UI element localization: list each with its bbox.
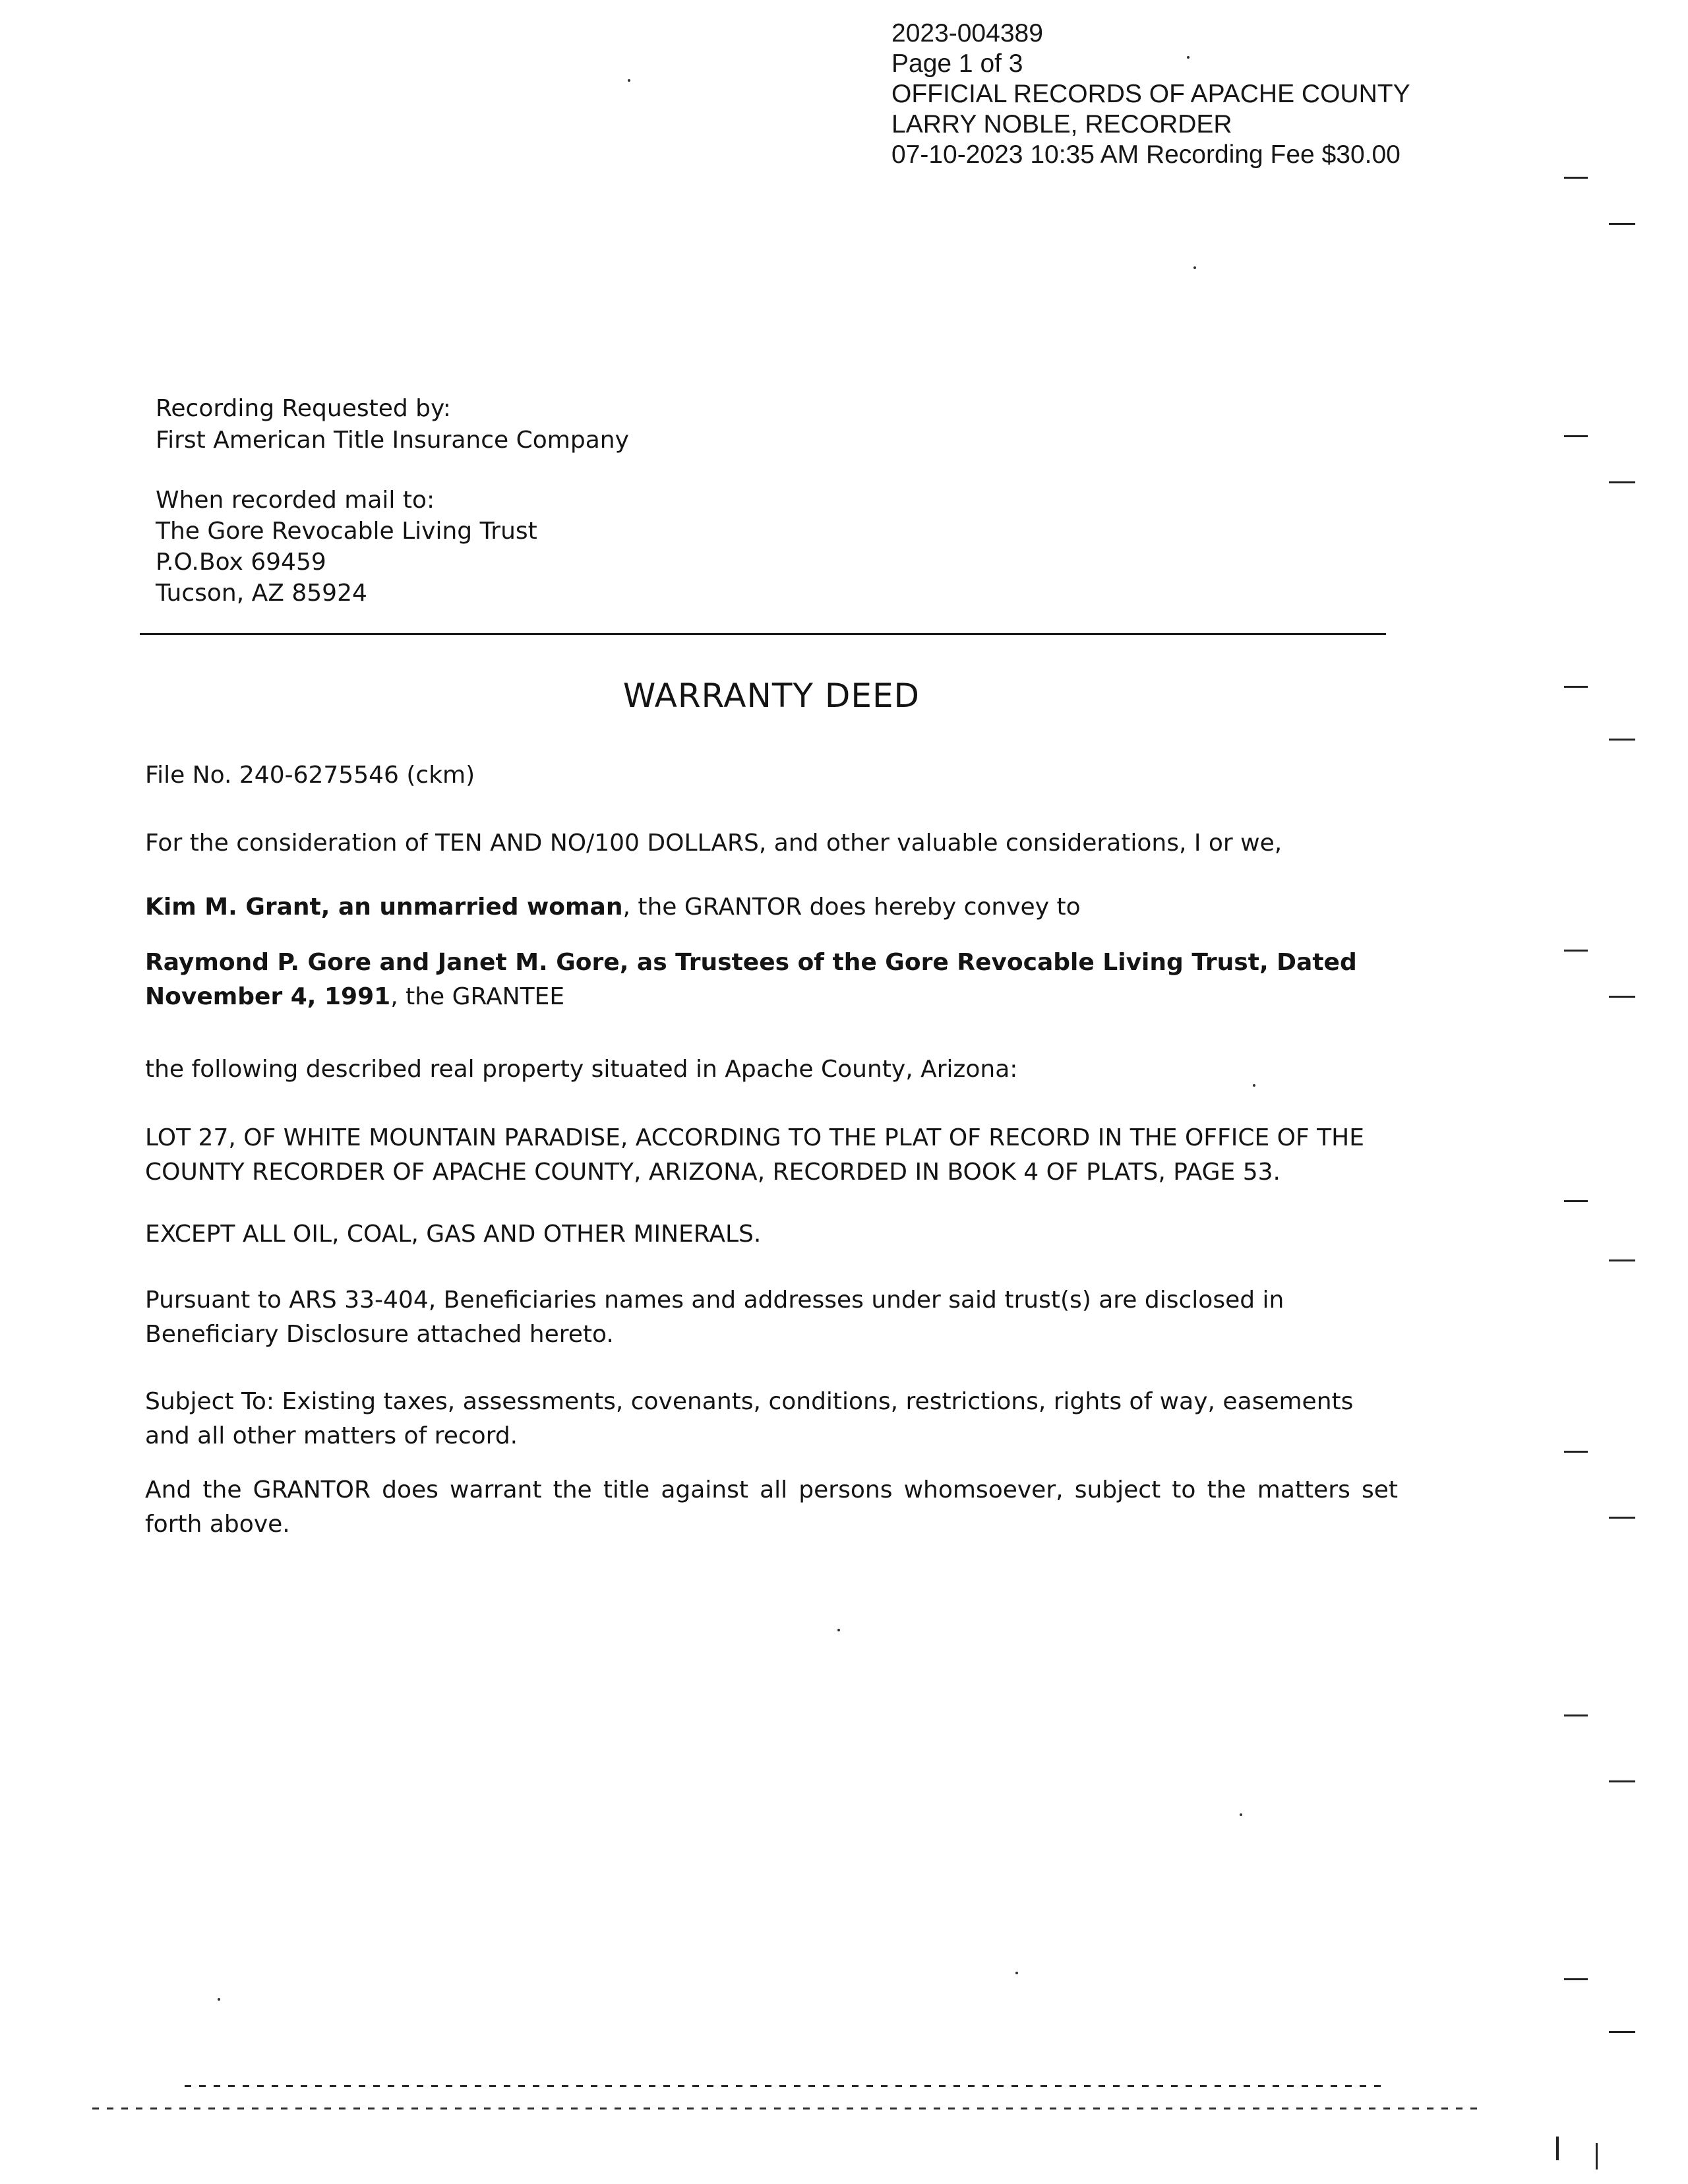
scan-edge-mark <box>1609 1259 1635 1261</box>
mail-to-block <box>156 485 537 609</box>
scan-edge-mark <box>1564 1200 1588 1202</box>
grantor-name: Kim M. Grant, an unmarried woman <box>145 894 623 921</box>
scan-edge-mark <box>1609 2031 1635 2033</box>
header-divider <box>140 633 1386 635</box>
scan-edge-mark <box>1564 950 1588 952</box>
warranty-paragraph: And the GRANTOR does warrant the title against all persons whomsoever, subject to the matters set forth above. <box>145 1476 1398 1538</box>
recording-datetime-fee: 07-10-2023 10:35 AM Recording Fee $30.00 <box>891 140 1401 169</box>
scan-edge-mark <box>1556 2137 1559 2160</box>
recording-requested-by: First American Title Insurance Company <box>156 427 629 454</box>
scan-edge-mark <box>1609 481 1635 483</box>
document-title: WARRANTY DEED <box>622 677 920 715</box>
official-records: OFFICIAL RECORDS OF APACHE COUNTY <box>891 80 1410 108</box>
scan-edge-mark <box>1564 177 1588 179</box>
recording-requested-block <box>156 393 629 456</box>
scan-noise-row <box>185 2085 1385 2087</box>
scan-edge-mark <box>1564 1451 1588 1453</box>
scan-dot <box>1187 56 1190 59</box>
scan-edge-mark <box>1609 996 1635 998</box>
scan-edge-mark <box>1564 1978 1588 1980</box>
scan-edge-mark <box>1609 1780 1635 1782</box>
grantee-name: Raymond P. Gore and Janet M. Gore, as Trustees of the Gore Revocable Living Trust, Dated November 4, 1991 <box>145 949 1357 1010</box>
scan-edge-mark <box>1564 435 1588 437</box>
mail-to-po-box: P.O.Box 69459 <box>156 549 326 576</box>
scan-dot <box>1240 1813 1242 1816</box>
scan-edge-mark <box>1609 223 1635 225</box>
scan-dot <box>837 1629 840 1631</box>
scan-noise-row <box>92 2108 1477 2109</box>
scan-dot <box>628 79 630 82</box>
mail-to-city: Tucson, AZ 85924 <box>156 580 367 607</box>
grantee-paragraph <box>145 946 1398 1014</box>
property-intro: the following described real property situated in Apache County, Arizona: <box>145 1056 1018 1083</box>
scan-edge-mark <box>1596 2143 1598 2169</box>
document-number: 2023-004389 <box>891 19 1043 47</box>
scan-edge-mark <box>1609 739 1635 741</box>
mail-to-name: The Gore Revocable Living Trust <box>156 518 537 545</box>
legal-description: LOT 27, OF WHITE MOUNTAIN PARADISE, ACCORDING TO THE PLAT OF RECORD IN THE OFFICE OF THE COUNTY RECORDER OF APACHE COUNTY, ARIZONA, RECORDED IN BOOK 4 OF PLATS, PAGE 53. <box>145 1124 1364 1186</box>
beneficiary-disclosure: Pursuant to ARS 33-404, Beneficiaries names and addresses under said trust(s) are disclosed in Beneficiary Disclosure attached hereto. <box>145 1287 1284 1348</box>
scan-edge-mark <box>1564 686 1588 688</box>
grantor-paragraph <box>145 890 1398 925</box>
file-number: File No. 240-6275546 (ckm) <box>145 762 475 789</box>
grantor-text: , the GRANTOR does hereby convey to <box>622 894 1081 921</box>
scan-dot <box>218 1998 220 2001</box>
page-indicator: Page 1 of 3 <box>891 49 1023 78</box>
mineral-exception: EXCEPT ALL OIL, COAL, GAS AND OTHER MINERALS. <box>145 1221 762 1248</box>
scan-dot <box>1253 1084 1255 1087</box>
recorder-stamp <box>891 18 1410 170</box>
recorder-name: LARRY NOBLE, RECORDER <box>891 110 1232 138</box>
recording-requested-label: Recording Requested by: <box>156 395 451 422</box>
subject-to-paragraph: Subject To: Existing taxes, assessments, covenants, conditions, restrictions, rights of way, easements and all other matters of record. <box>145 1388 1354 1449</box>
consideration-paragraph: For the consideration of TEN AND NO/100 DOLLARS, and other valuable considerations, I or we, <box>145 830 1282 857</box>
mail-to-label: When recorded mail to: <box>156 487 435 514</box>
scan-edge-mark <box>1564 1714 1588 1716</box>
scan-edge-mark <box>1609 1517 1635 1519</box>
scan-dot <box>1193 266 1196 269</box>
grantee-text: , the GRANTEE <box>390 983 565 1010</box>
scan-dot <box>1015 1972 1018 1974</box>
